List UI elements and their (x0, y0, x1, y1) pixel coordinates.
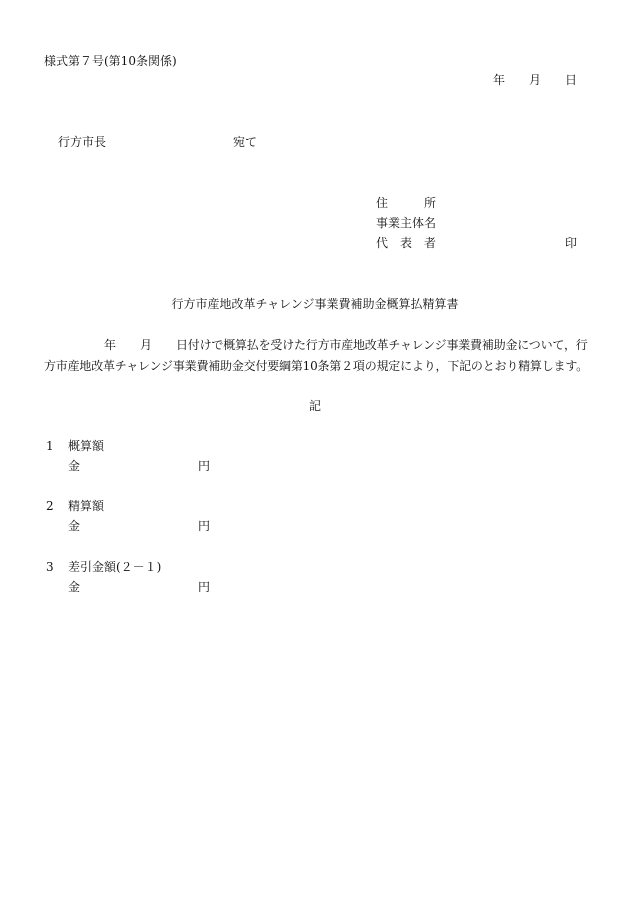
item-2-label: 精算額 (68, 499, 105, 513)
body-line-1: 日付けで概算払を受けた行方市産地改革チャレンジ事業費補助金について，行 (176, 338, 588, 352)
addressee-name: 行方市長 (58, 135, 107, 149)
item-2-unit: 円 (198, 519, 211, 533)
item-1-unit: 円 (198, 459, 211, 473)
item-3-number: 3 (46, 560, 54, 574)
item-1-number: 1 (46, 439, 54, 453)
item-3-kin: 金 (68, 580, 81, 594)
item-2-number: 2 (46, 499, 54, 513)
date-day-label: 日 (565, 73, 578, 87)
form-number: 様式第７号(第10条関係) (44, 54, 177, 68)
entity-name-label: 事業主体名 (376, 216, 437, 230)
item-1-kin: 金 (68, 459, 81, 473)
body-month: 月 (140, 338, 153, 352)
address-label: 住 所 (376, 196, 436, 210)
body-line-2: 方市産地改革チャレンジ事業費補助金交付要綱第10条第２項の規定により，下記のとおり精算します。 (44, 359, 588, 373)
addressee-suffix: 宛て (233, 135, 258, 149)
item-2-kin: 金 (68, 519, 81, 533)
item-3-label: 差引金額(２－１) (68, 560, 162, 574)
date-year-label: 年 (493, 73, 506, 87)
item-3-unit: 円 (198, 580, 211, 594)
document-title: 行方市産地改革チャレンジ事業費補助金概算払精算書 (171, 297, 459, 311)
representative-label: 代 表 者 (376, 236, 436, 250)
body-year: 年 (104, 338, 117, 352)
ki-heading: 記 (308, 399, 321, 413)
item-1-label: 概算額 (68, 439, 105, 453)
seal-mark: 印 (565, 236, 578, 250)
date-month-label: 月 (529, 73, 542, 87)
